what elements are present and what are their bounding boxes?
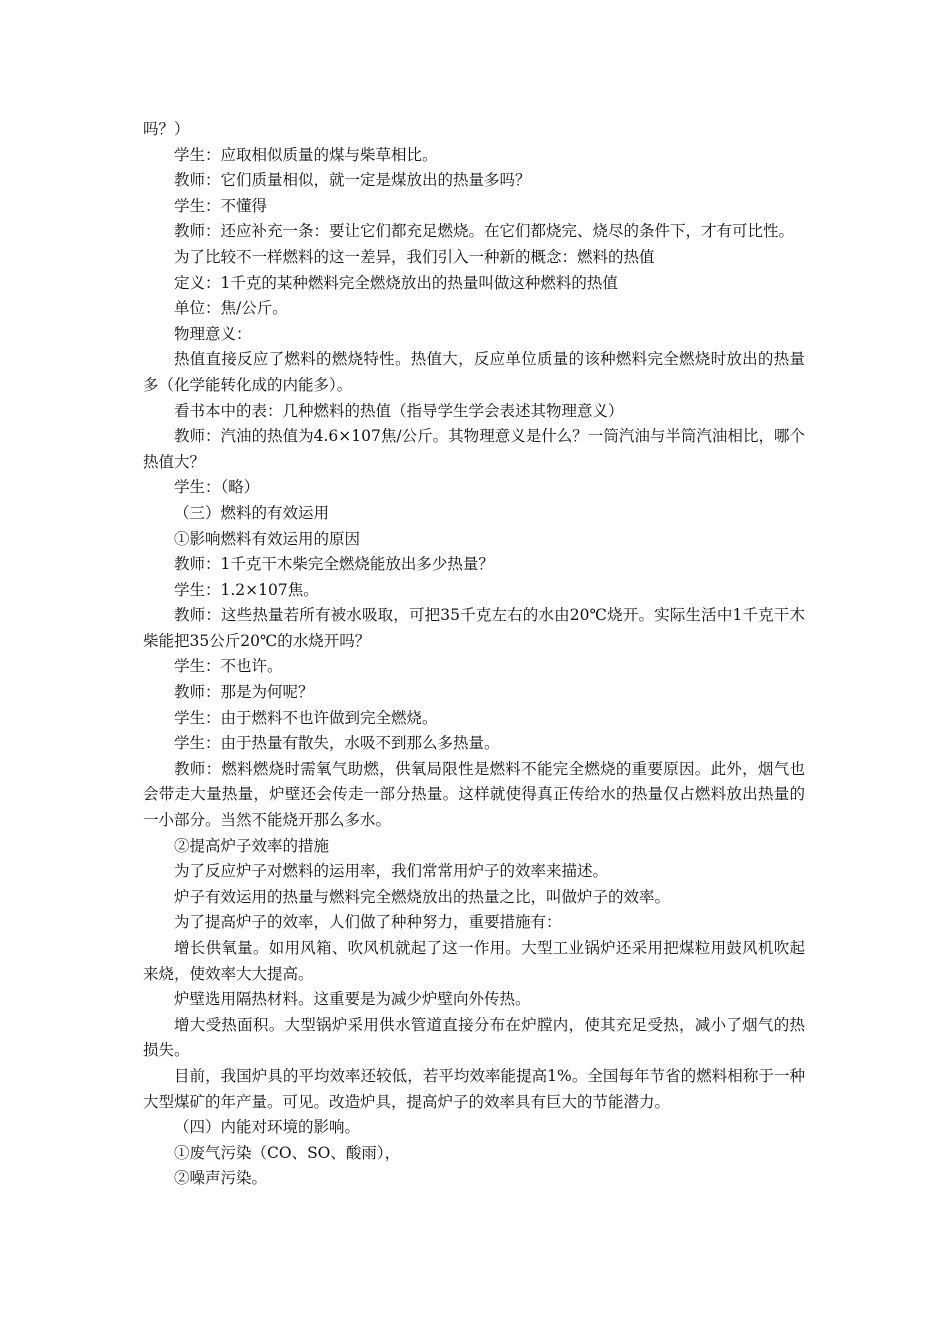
paragraph: （三）燃料的有效运用 [174, 503, 330, 522]
paragraph: ②提高炉子效率的措施 [174, 836, 330, 855]
paragraph: 看书本中的表：几种燃料的热值（指导学生学会表述其物理意义） [174, 401, 624, 420]
paragraph: 为了比较不一样燃料的这一差异，我们引入一种新的概念：燃料的热值 [174, 247, 655, 266]
paragraph: 学生：（略） [174, 478, 260, 497]
paragraph: 学生：不懂得 [174, 196, 268, 215]
paragraph: 定义：1千克的某种燃料完全燃烧放出的热量叫做这种燃料的热值 [174, 273, 618, 292]
paragraph: 教师：那是为何呢？ [174, 683, 314, 702]
document-body [143, 117, 805, 1192]
paragraph: ①废气污染（CO、SO、酸雨）， [174, 1143, 401, 1162]
paragraph: 物理意义： [174, 324, 252, 343]
paragraph: 炉壁选用隔热材料。这重要是为减少炉壁向外传热。 [174, 990, 531, 1009]
paragraph: 吗？） [143, 120, 190, 138]
paragraph: 教师：这些热量若所有被水吸取，可把35千克左右的水由20℃烧开。实际生活中1千克干木柴能把35公斤20℃的水烧开吗？ [143, 606, 805, 650]
paragraph: 热值直接反应了燃料的燃烧特性。热值大，反应单位质量的该种燃料完全燃烧时放出的热量多（化学能转化成的内能多）。 [143, 350, 805, 394]
paragraph: 学生：不也许。 [174, 657, 283, 676]
paragraph: 学生：由于热量有散失，水吸不到那么多热量。 [174, 734, 500, 753]
paragraph: 学生：由于燃料不也许做到完全燃烧。 [174, 708, 438, 727]
paragraph: 学生：1.2×107焦。 [174, 580, 319, 599]
paragraph: 炉子有效运用的热量与燃料完全燃烧放出的热量之比，叫做炉子的效率。 [174, 887, 671, 906]
paragraph: 教师：1千克干木柴完全燃烧能放出多少热量？ [174, 555, 494, 574]
paragraph: 为了反应炉子对燃料的运用率，我们常常用炉子的效率来描述。 [174, 862, 609, 881]
paragraph: ②噪声污染。 [174, 1169, 268, 1188]
paragraph: 学生：应取相似质量的煤与柴草相比。 [174, 145, 438, 164]
paragraph: 增长供氧量。如用风箱、吹风机就起了这一作用。大型工业锅炉还采用把煤粒用鼓风机吹起来烧，使效率大大提高。 [143, 939, 805, 983]
paragraph: （四）内能对环境的影响。 [174, 1118, 361, 1137]
paragraph: 教师：还应补充一条：要让它们都充足燃烧。在它们都烧完、烧尽的条件下，才有可比性。 [174, 222, 795, 241]
paragraph: ①影响燃料有效运用的原因 [174, 529, 361, 548]
paragraph: 单位：焦/公斤。 [174, 299, 288, 318]
paragraph: 目前，我国炉具的平均效率还较低，若平均效率能提高1%。全国每年节省的燃料相称于一种大型煤矿的年产量。可见。改造炉具，提高炉子的效率具有巨大的节能潜力。 [143, 1066, 805, 1111]
paragraph: 教师：燃料燃烧时需氧气助燃，供氧局限性是燃料不能完全燃烧的重要原因。此外，烟气也会带走大量热量，炉壁还会传走一部分热量。这样就使得真正传给水的热量仅占燃料放出热量的一小部分。当然不能烧开那么多水。 [143, 759, 805, 830]
paragraph: 教师：它们质量相似，就一定是煤放出的热量多吗？ [174, 171, 531, 190]
paragraph: 增大受热面积。大型锅炉采用供水管道直接分布在炉膛内，使其充足受热，减小了烟气的热损失。 [143, 1015, 805, 1060]
paragraph: 为了提高炉子的效率，人们做了种种努力，重要措施有： [174, 913, 562, 932]
paragraph: 教师：汽油的热值为4.6×107焦/公斤。其物理意义是什么？一筒汽油与半筒汽油相比，哪个热值大？ [143, 427, 805, 471]
